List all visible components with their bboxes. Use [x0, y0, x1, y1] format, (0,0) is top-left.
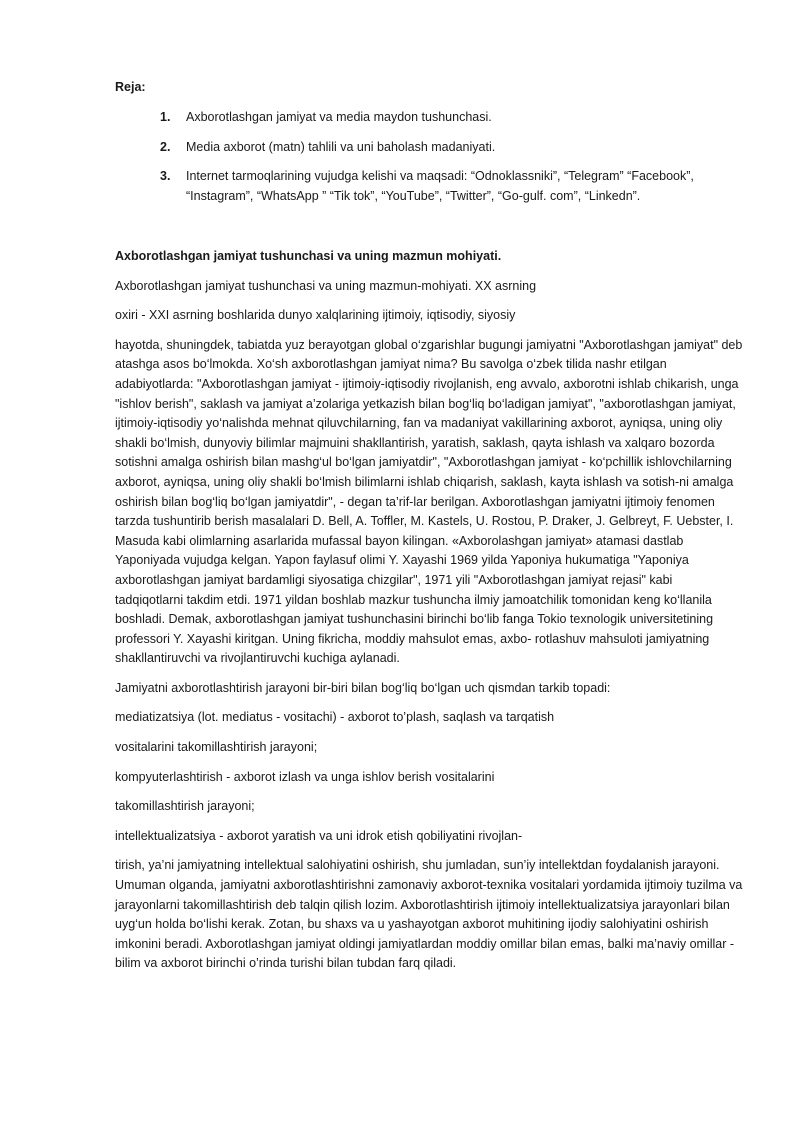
- plan-item-text: Media axborot (matn) tahlili va uni baholash madaniyati.: [186, 139, 496, 154]
- paragraph: kompyuterlashtirish - axborot izlash va unga ishlov berish vositalarini: [115, 769, 495, 784]
- plan-item-number: 1.: [160, 110, 171, 124]
- paragraph: takomillashtirish jarayoni;: [115, 799, 255, 814]
- plan-item: [160, 108, 750, 128]
- plan-item: [160, 138, 750, 158]
- paragraph: hayotda, shuningdek, tabiatda yuz berayotgan global o‘zgarishlar bugungi jamiyatni "Axborotlashgan jamiyat" deb atashga asos bo‘lmokda. Xo‘sh axborotlashgan jamiyat nima? Bu savolga o‘zbek tilida nashr etilgan adabiyotlarda: "Axborotlashgan jamiyat - ijtimoiy-iqtisodiy rivojlanish, eng avvalo, axborotni ishlab chikarish, unga "ishlov berish", saklash va jamiyat a’zolariga yetkazish bilan bog‘liq bo‘ladigan jamiyat", "axborotlashgan jamiyat, ijtimoiy-iqtisodiy yo‘nalishda mehnat qiluvchilarning, fan va madaniyat vakillarining axborot, ayniqsa, uning oliy shakli bo‘lmish, dunyoviy bilimlar majmuini shakllantirish, yaratish, saklash, qayta ishlash va xalqaro bozorda sotishni amalga oshirish bilan mashg‘ul bo‘lgan jamiyatdir", "Axborotlashgan jamiyat - ko‘pchillik ishlovchilarning axborot, ayniqsa, uning oliy shakli bo‘lmish bilimlarni ishlab chiqarish, saklash, kayta ishlash va sotish-ni amalga oshirish bilan bog‘liq bo‘lgan jamiyatdir", - degan ta’rif-lar berilgan. Axborotlashgan jamiyatni ijtimoiy fenomen tarzda tushuntirib berish masalalari D. Bell, A. Toffler, M. Kastels, U. Rostou, P. Draker, J. Gelbreyt, F. Uebster, I. Masuda kabi olimlarning asarlarida mufassal bayon kilingan. «Axborolashgan jamiyat» atamasi dastlab Yaponiyada vujudga kelgan. Yapon faylasuf olimi Y. Xayashi 1969 yilda Yaponiya hukumatiga "Yaponiya axborotlashgan jamiyat bardamligi siyosatiga chizgilar", 1971 yili "Axborotlashgan jamiyat rejasi" kabi tadqiqotlarni takdim etdi. 1971 yildan boshlab mazkur tushuncha ilmiy jamoatchilik tomonidan keng ko‘llanila boshladi. Demak, axborotlashgan jamiyat tushunchasini birinchi bo‘lib fanga Tokio texnologik universitetining professori Y. Xayashi kiritgan. Uning fikricha, moddiy mahsulot emas, axbo- rotlashuv mahsuloti jamiyatning shakllantiruvchi va rivojlantiruvchi kuchiga aylanadi.: [115, 337, 743, 666]
- plan-item: [160, 167, 750, 206]
- paragraph: Jamiyatni axborotlashtirish jarayoni bir-biri bilan bog‘liq bo‘lgan uch qismdan tarkib topadi:: [115, 680, 611, 695]
- plan-heading: Reja:: [115, 80, 146, 94]
- plan-list: [160, 108, 750, 216]
- section-heading: Axborotlashgan jamiyat tushunchasi va uning mazmun mohiyati.: [115, 249, 502, 263]
- paragraph: tirish, ya’ni jamiyatning intellektual salohiyatini oshirish, shu jumladan, sun’iy intellektdan foydalanish jarayoni. Umuman olganda, jamiyatni axborotlashtirishni zamonaviy axborot-texnika vositalari yordamida ijtimoiy tuzilma va jarayonlarni takomillashtirish deb talqin qilish lozim. Axborotlashtirish ijtimoiy intellektualizatsiya jarayonlari bilan uyg‘un holda bo‘lishi kerak. Zotan, bu shaxs va u yashayotgan axborot muhitining ijodiy salohiyatini oshirish imkonini beradi. Axborotlashgan jamiyat oldingi jamiyatlardan moddiy omillar bilan emas, balki ma’naviy omillar - bilim va axborot birinchi o’rinda turishi bilan tubdan farq qiladi.: [115, 858, 743, 971]
- document-body: [115, 247, 743, 984]
- paragraph: mediatizatsiya (lot. mediatus - vositachi) - axborot to’plash, saqlash va tarqatish: [115, 710, 555, 725]
- paragraph: oxiri - XXI asrning boshlarida dunyo xalqlarining ijtimoiy, iqtisodiy, siyosiy: [115, 308, 516, 323]
- plan-item-number: 2.: [160, 139, 171, 154]
- paragraph: Axborotlashgan jamiyat tushunchasi va uning mazmun-mohiyati. XX asrning: [115, 278, 537, 293]
- plan-item-text: Axborotlashgan jamiyat va media maydon tushunchasi.: [186, 110, 492, 124]
- plan-item-number: 3.: [160, 169, 171, 183]
- plan-item-text: Internet tarmoqlarining vujudga kelishi va maqsadi: “Odnoklassniki”, “Telegram” “Facebook”, “Instagram”, “WhatsApp ” “Tik tok”, “YouTube”, “Twitter”, “Go-gulf. com”, “Linkedn”.: [186, 169, 694, 203]
- paragraph: intellektualizatsiya - axborot yaratish va uni idrok etish qobiliyatini rivojlan-: [115, 828, 523, 843]
- paragraph: vositalarini takomillashtirish jarayoni;: [115, 740, 318, 755]
